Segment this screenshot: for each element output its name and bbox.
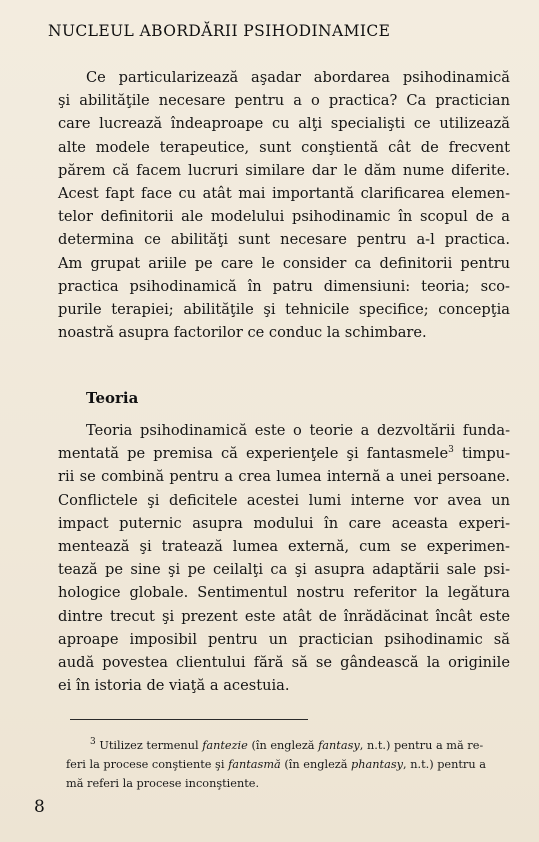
running-header: NUCLEUL ABORDĂRII PSIHODINAMICE [48,22,391,40]
text-line: părem că facem lucruri similare dar le dăm nume diferite. [58,161,510,179]
term-italic: fantasmă [228,758,281,771]
page-number: 8 [34,797,45,817]
text-line: care lucrează îndeaproape cu alţi specialişti ce utilizează [58,115,510,133]
footnote-number: 3 [90,737,96,748]
text-line: Am grupat ariile pe care le consider ca definitorii pentru [58,254,510,272]
text-line: purile terapiei; abilităţile şi tehnicile specifice; concepţia [58,301,510,319]
text-fragment: feri la procese conştiente şi [66,758,229,771]
term-italic: fantasy [318,739,360,752]
footnote-line [66,755,506,774]
text-line: Conflictele şi deficitele acestei lumi interne vor avea un [58,491,510,509]
text-fragment: , n.t.) pentru a [403,758,486,771]
section-heading: Teoria [86,389,139,407]
text-line: dintre trecut şi prezent este atât de înrădăcinat încât este [58,607,510,625]
text-fragment: timpu- [453,445,510,463]
text-line: mentează şi tratează lumea externă, cum se experimen- [58,538,510,556]
text-line: impact puternic asupra modului în care aceasta experi- [58,514,510,532]
footnote-line: mă referi la procese inconştiente. [66,777,260,790]
text-line: determina ce abilităţi sunt necesare pentru a-l practica. [58,231,510,249]
text-fragment: Utilizez termenul [95,739,203,752]
text-fragment: mentată pe premisa că experienţele şi fantasmele [58,445,449,463]
text-line-with-footnote [58,442,510,465]
text-line: rii se combină pentru a crea lumea internă a unei persoane. [58,468,510,486]
paragraph-theory [58,419,510,697]
text-line: aproape imposibil pentru un practician psihodinamic să [58,630,510,648]
text-line: şi abilităţile necesare pentru a o practica? Ca practician [58,92,510,110]
text-line: telor definitorii ale modelului psihodinamic în scopul de a [58,208,510,226]
text-fragment: (în engleză [280,758,352,771]
text-line: practica psihodinamică în patru dimensiuni: teoria; sco- [58,277,510,295]
term-italic: phantasy [351,758,404,771]
text-line: tează pe sine şi pe ceilalţi ca şi asupra adaptării sale psi- [58,561,510,579]
text-line: alte modele terapeutice, sunt conştientă cât de frecvent [58,138,510,156]
footnote-divider [70,719,308,720]
term-italic: fantezie [202,739,248,752]
paragraph-intro [58,66,510,344]
text-line: Ce particularizează aşadar abordarea psihodinamică [86,69,510,86]
text-line: noastră asupra factorilor ce conduc la schimbare. [58,324,427,342]
text-line: Acest fapt face cu atât mai importantă clarificarea elemen- [58,185,510,203]
footnote [66,736,506,793]
text-fragment: , n.t.) pentru a mă re- [359,739,484,752]
text-line: Teoria psihodinamică este o teorie a dezvoltării funda- [86,422,510,439]
text-line: ei în istoria de viaţă a acestuia. [58,677,290,695]
text-line: audă povestea clientului fără să se gândească la originile [58,654,510,672]
text-line: hologice globale. Sentimentul nostru referitor la legătura [58,584,510,602]
footnote-line [66,736,506,755]
text-fragment: (în engleză [247,739,319,752]
footnote-reference[interactable]: 3 [448,445,454,456]
